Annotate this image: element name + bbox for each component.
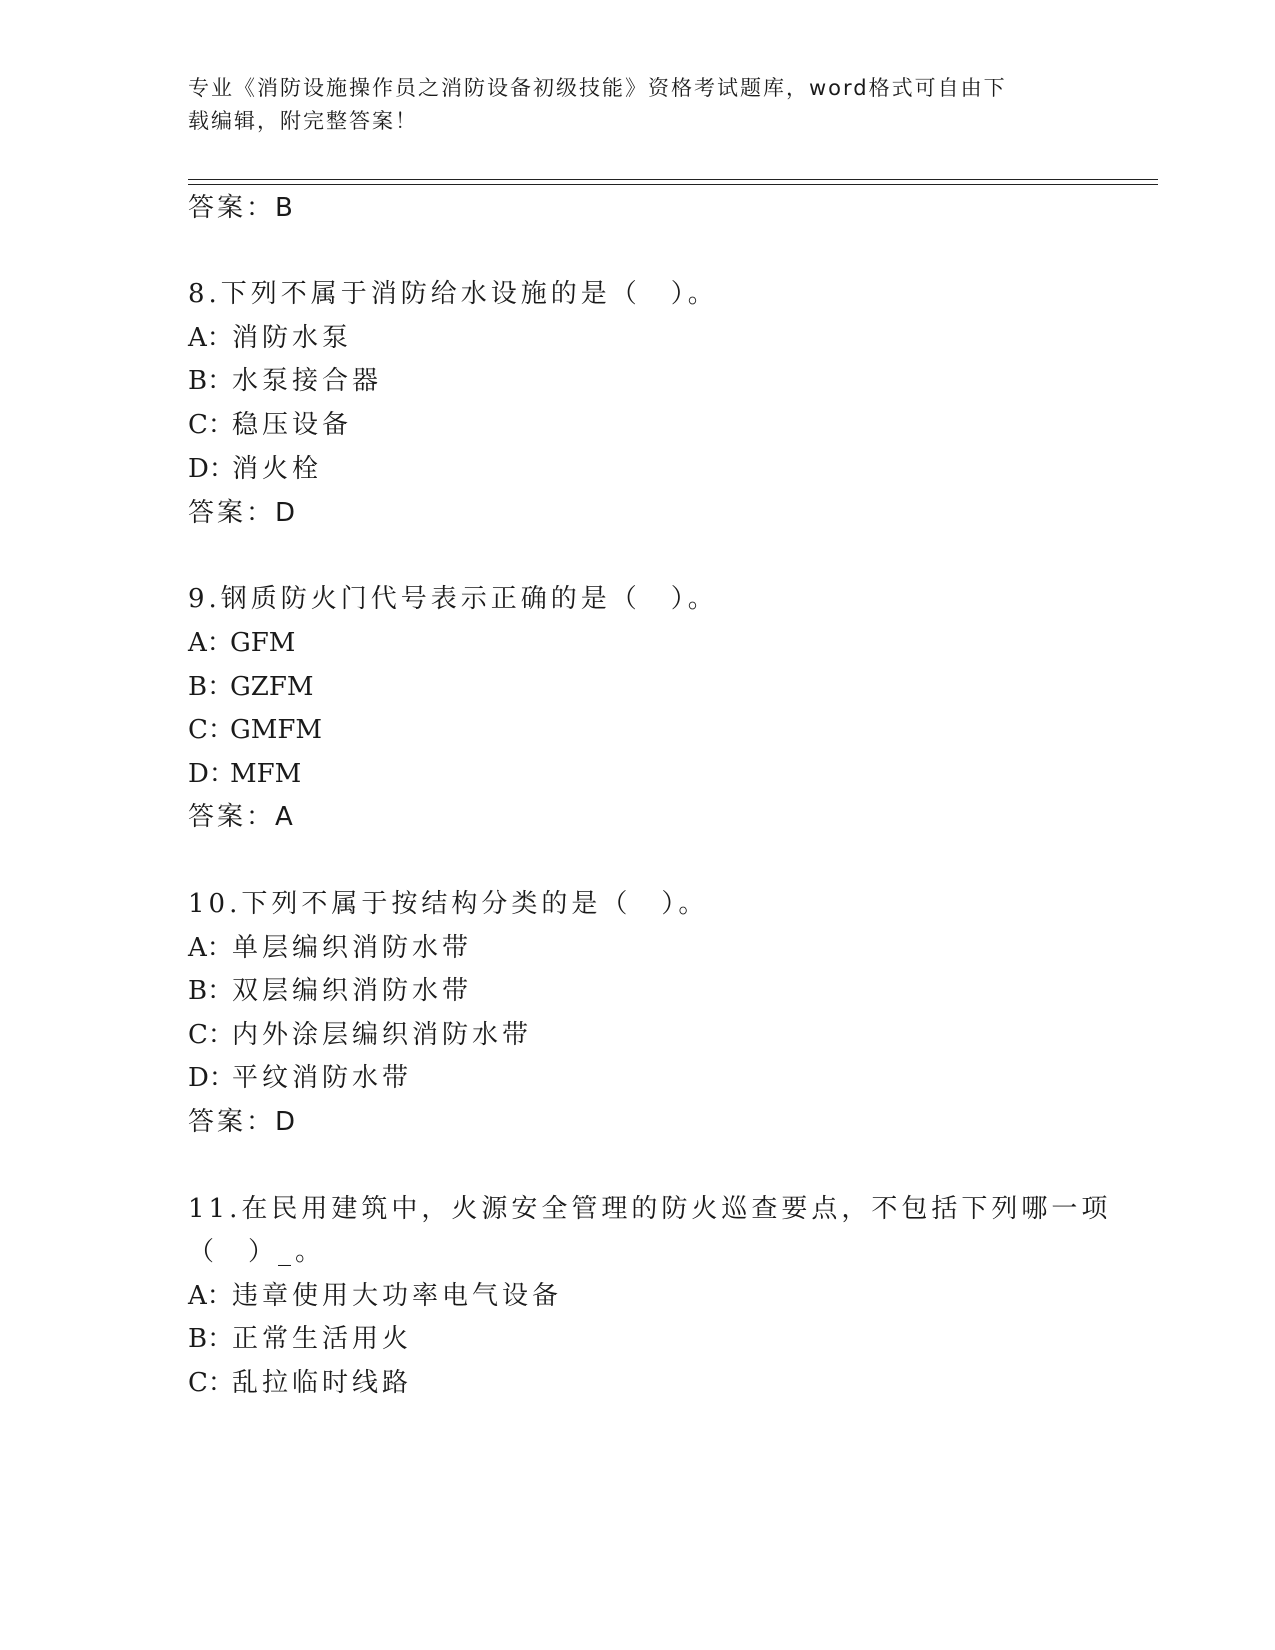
option-letter: C： <box>188 715 234 745</box>
answer-line: 答案：B <box>188 193 296 223</box>
option-text: GZFM <box>230 672 314 702</box>
answer-line: 答案：D <box>188 498 299 528</box>
option-b <box>188 1322 412 1356</box>
option-text: 平纹消防水带 <box>232 1063 413 1093</box>
option-d <box>188 1061 412 1095</box>
option-letter: A： <box>188 1281 233 1311</box>
option-c <box>188 1018 532 1052</box>
option-text: 单层编织消防水带 <box>232 933 473 963</box>
option-text: 正常生活用火 <box>232 1324 413 1354</box>
option-letter: A： <box>188 933 233 963</box>
option-a <box>188 626 295 660</box>
option-letter: B： <box>188 366 234 396</box>
header-divider-bottom <box>188 184 1158 185</box>
question-stem: 11.在民用建筑中，火源安全管理的防火巡查要点，不包括下列哪一项 <box>188 1194 1112 1224</box>
option-b <box>188 670 314 704</box>
option-text: GFM <box>230 628 296 658</box>
option-text: 内外涂层编织消防水带 <box>232 1020 533 1050</box>
option-letter: B： <box>188 976 234 1006</box>
option-a <box>188 321 352 355</box>
option-letter: D： <box>188 1063 235 1093</box>
option-text: 乱拉临时线路 <box>232 1368 413 1398</box>
option-letter: C： <box>188 410 234 440</box>
header-divider-top <box>188 179 1158 180</box>
option-b <box>188 364 382 398</box>
option-letter: D： <box>188 759 235 789</box>
option-text: 消火栓 <box>232 454 323 484</box>
option-d <box>188 757 301 791</box>
option-letter: C： <box>188 1368 234 1398</box>
option-text: GMFM <box>230 715 323 745</box>
option-a <box>188 931 472 965</box>
option-c <box>188 408 352 442</box>
option-letter: B： <box>188 672 234 702</box>
question-stem: 10.下列不属于按结构分类的是（ ）。 <box>188 889 709 919</box>
option-c <box>188 713 322 747</box>
option-d <box>188 452 322 486</box>
question-stem: 9.钢质防火门代号表示正确的是（ ）。 <box>188 584 718 614</box>
question-stem: 8.下列不属于消防给水设施的是（ ）。 <box>188 279 718 309</box>
option-letter: C： <box>188 1020 234 1050</box>
answer-line: 答案：D <box>188 1107 299 1137</box>
option-letter: D： <box>188 454 235 484</box>
option-c <box>188 1366 412 1400</box>
header-line-2: 载编辑，附完整答案！ <box>188 109 418 133</box>
question-stem-continued: （ ）_。 <box>188 1237 326 1267</box>
option-b <box>188 974 472 1008</box>
option-text: 违章使用大功率电气设备 <box>232 1281 563 1311</box>
document-header <box>188 72 1068 138</box>
header-line-1: 专业《消防设施操作员之消防设备初级技能》资格考试题库，word格式可自由下 <box>188 76 1007 100</box>
option-text: MFM <box>230 759 302 789</box>
option-text: 水泵接合器 <box>232 366 383 396</box>
option-a <box>188 1279 562 1313</box>
answer-line: 答案：A <box>188 802 296 832</box>
option-text: 消防水泵 <box>232 323 353 353</box>
option-letter: A： <box>188 628 233 658</box>
option-letter: A： <box>188 323 233 353</box>
option-text: 双层编织消防水带 <box>232 976 473 1006</box>
option-text: 稳压设备 <box>232 410 353 440</box>
option-letter: B： <box>188 1324 234 1354</box>
